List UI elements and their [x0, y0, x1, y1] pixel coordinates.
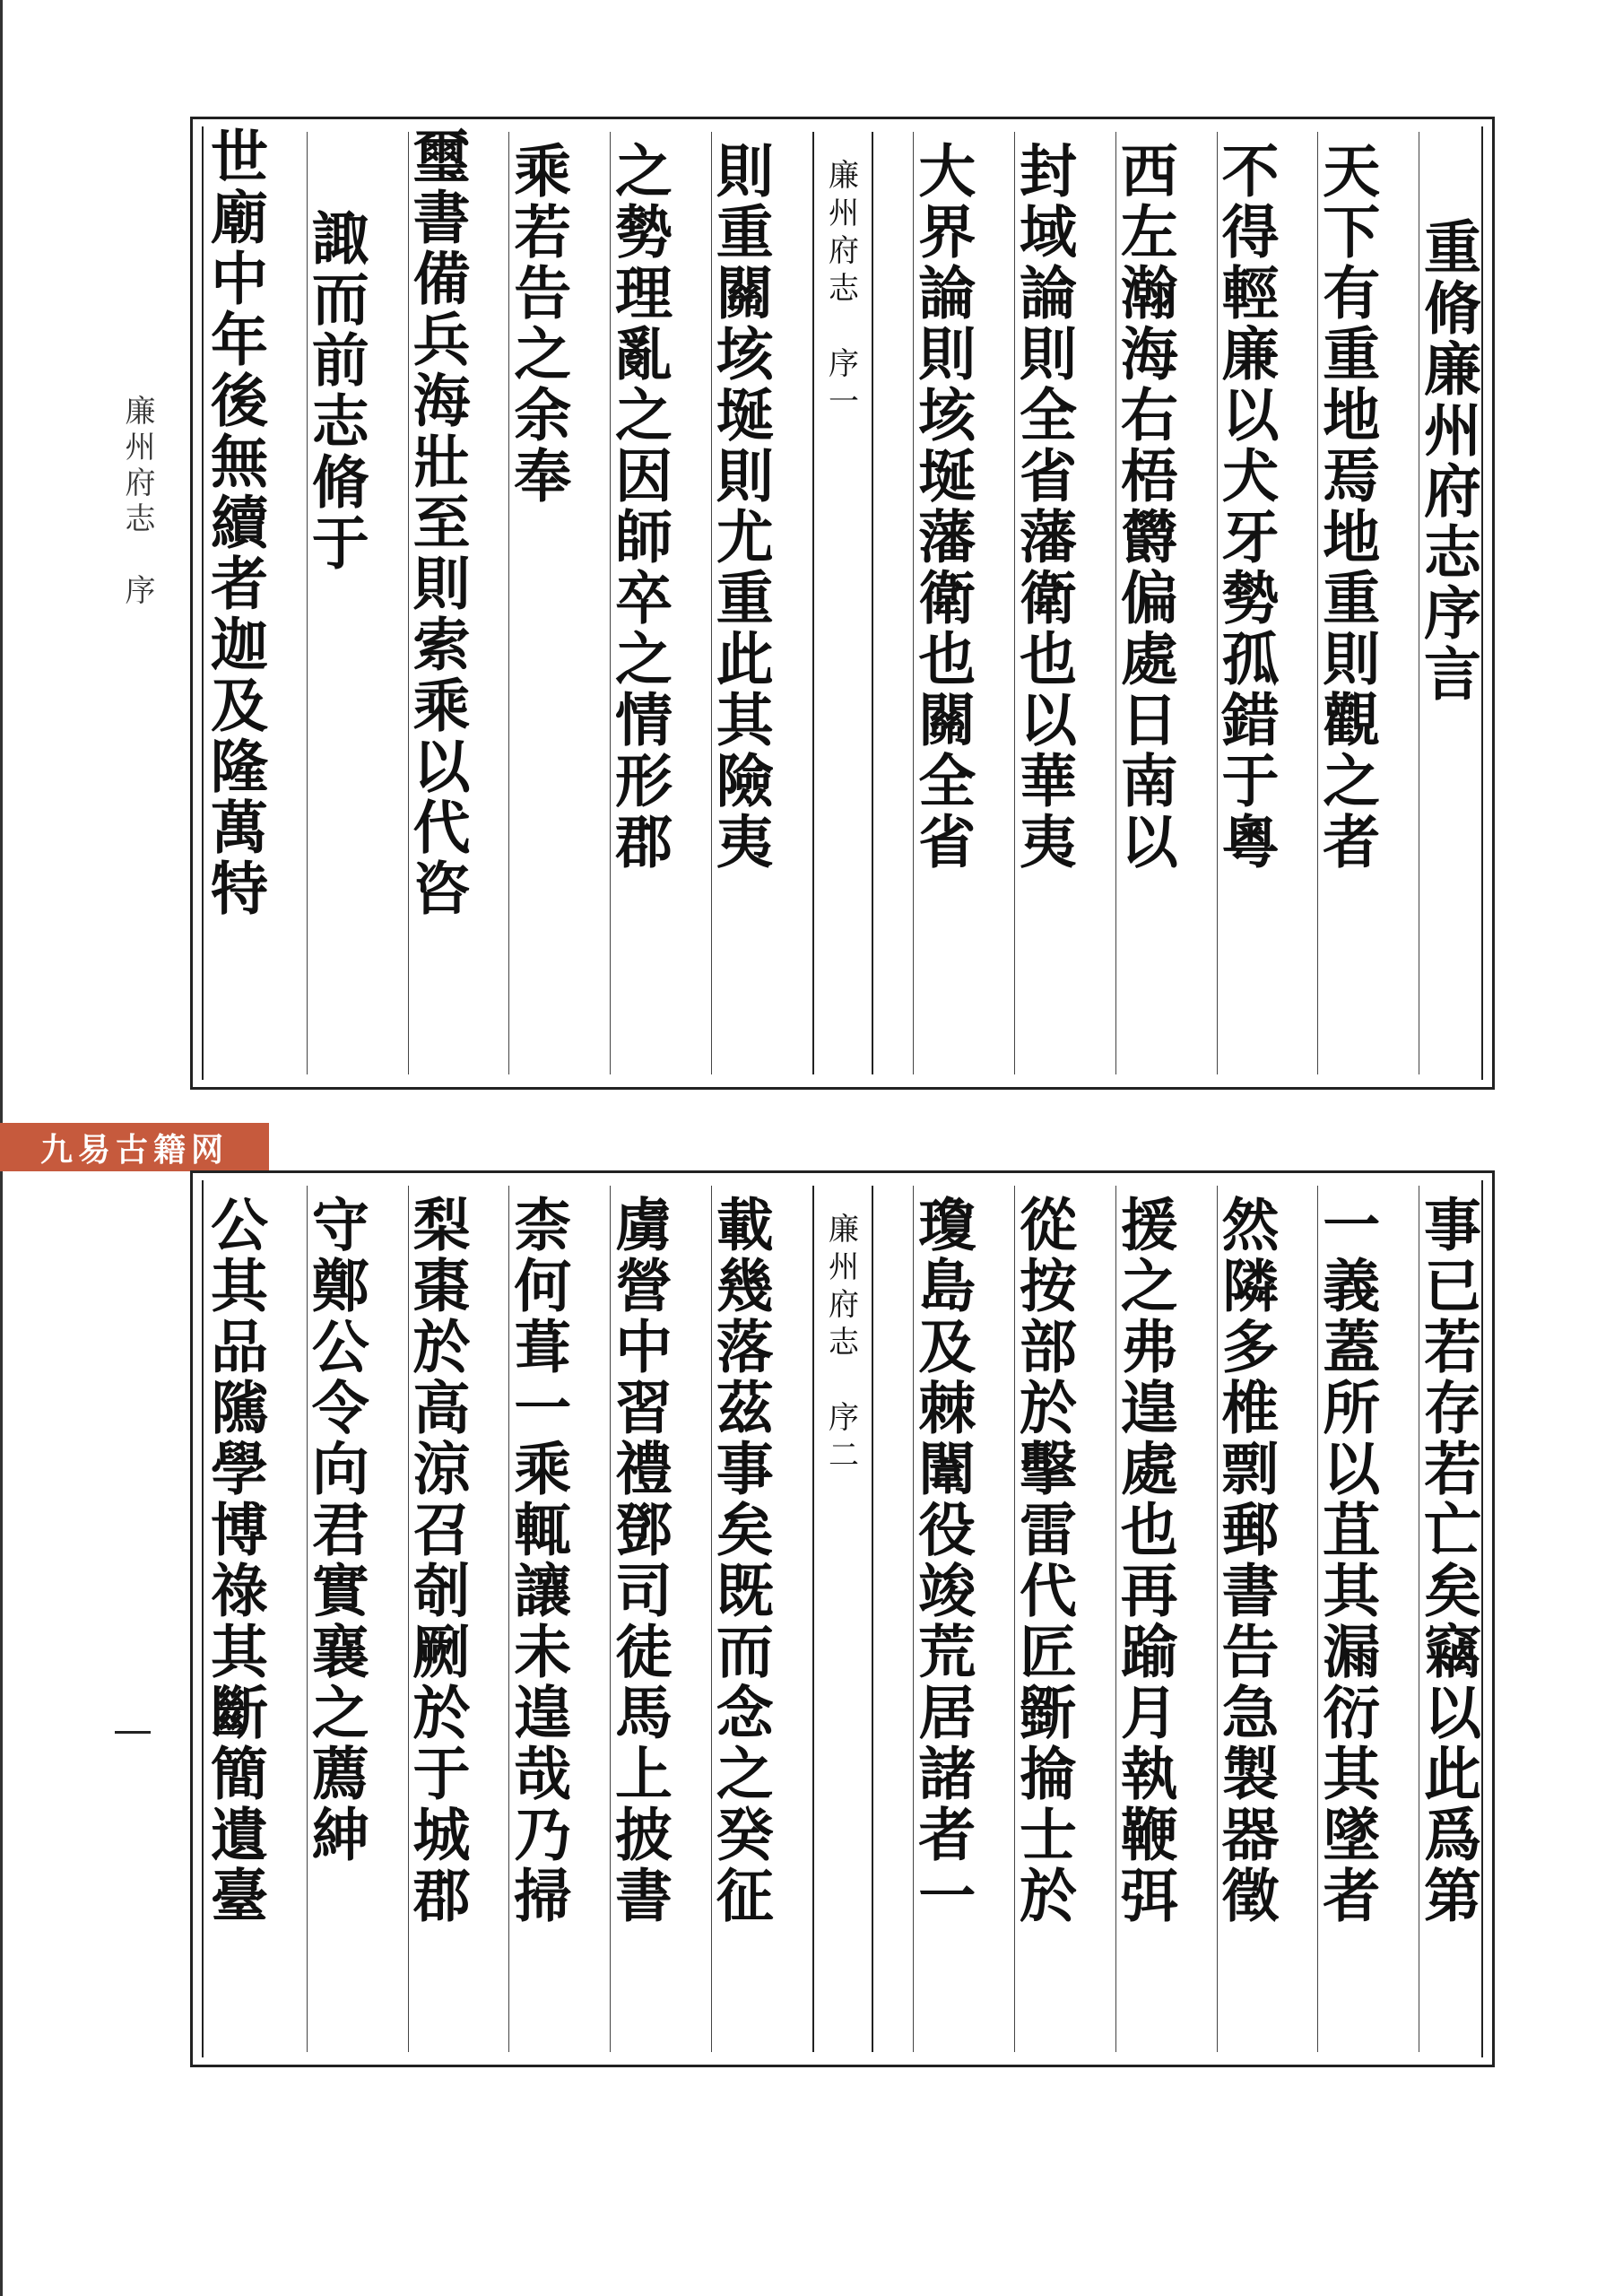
text-column: 璽書備兵海壯至則索乘以代咨: [408, 132, 469, 1074]
text-column: 重脩廉州府志序言: [1419, 132, 1480, 1074]
text-column: 瓊島及棘闈役竣荒居諸者一: [913, 1186, 974, 2052]
text-column: 世廟中年後無續者迦及隆萬特: [201, 126, 268, 919]
text-column: 封域論則全省藩衛也以華夷: [1014, 132, 1075, 1074]
watermark-badge: 九易古籍网: [0, 1123, 269, 1171]
text-column: 公其品隲學博祿其斷簡遺臺: [201, 1195, 268, 1926]
text-column: 守鄭公令向君實襄之薦紳: [307, 1186, 368, 2052]
text-column: 不得輕廉以犬牙勢孤錯于粵: [1217, 132, 1278, 1074]
text-column: 則重關垓埏則尤重此其險夷: [711, 132, 772, 1074]
text-column: 西左瀚海右梧欝偏處日南以: [1115, 132, 1176, 1074]
text-column: 一義蓋所以苴其漏衍其墜者: [1317, 1186, 1378, 2052]
text-column: 然隣多椎剽郵書告急製器徵: [1217, 1186, 1278, 2052]
text-column: 援之弗遑處也再踰月執鞭弭: [1115, 1186, 1176, 2052]
top-page-frame: [190, 117, 1495, 1090]
running-head: 廉州府志 序: [119, 395, 155, 610]
text-column: 柰何葺一乘輒讓未遑哉乃掃: [508, 1186, 569, 2052]
folio-number: [115, 1731, 151, 1734]
text-column: 載幾落茲事矣既而念之癸征: [711, 1186, 772, 2052]
text-column: 之勢理亂之因師卒之情形郡: [610, 132, 671, 1074]
text-column: 天下有重地焉地重則觀之者: [1317, 132, 1378, 1074]
bottom-page-frame: [190, 1170, 1495, 2067]
top-page-columns: [201, 126, 1481, 1074]
bottom-page-columns: [201, 1186, 1481, 2052]
text-column: 乘若告之余奉: [508, 132, 569, 1074]
center-fold-label: 廉州府志 序一: [812, 132, 873, 1074]
center-fold-label: 廉州府志 序二: [812, 1186, 873, 2052]
text-column: 虜營中習禮鄧司徒馬上披書: [610, 1186, 671, 2052]
text-column: 梨棗於高涼召剞劂於于城郡: [408, 1186, 469, 2052]
text-column: 事已若存若亡矣竊以此爲第: [1419, 1186, 1480, 2052]
text-column: 大界論則垓埏藩衛也關全省: [913, 132, 974, 1074]
text-column: 諏而前志脩于: [307, 132, 368, 1074]
text-column: 從按部於擊雷代匠斵掄士於: [1014, 1186, 1075, 2052]
